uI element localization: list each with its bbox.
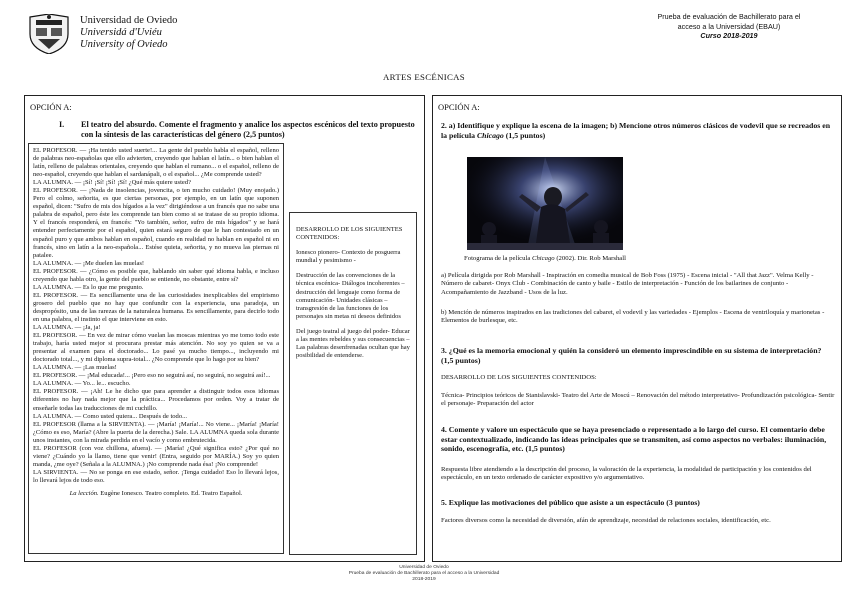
excerpt-line: EL PROFESOR. — En vez de mirar cómo vuelan las moscas mientras yo me tomo todo este trabajo, haría usted mejor si procurara prestar más atención. No soy yo quien se va a presentar al examen para el doctorado... Lo pasé ya mucho tiempo..., incluyendo mi doctorado total..., y mi diploma supra-total... ¿No comprende que lo hago por su bien?	[33, 332, 279, 364]
question-3: 3. ¿Qué es la memoria emocional y quién la consideró un elemento imprescindible en su sistema de interpretación? (1,5 puntos)	[441, 346, 822, 365]
excerpt-line: EL PROFESOR (con voz chillona, afuera). — ¡María! ¿Qué significa esto? ¿Por qué no viene? ¿Cuándo yo la llamo, tiene que venir! (Entra, seguido por MARÍA.) Soy yo quien manda, ¿me oye? (Señala a la ALUMNA.) ¡No comprende nada ésa! ¡No comprende!	[33, 444, 279, 468]
question-2-part2: (1,5 puntos)	[503, 130, 546, 140]
question-2-film: Chicago	[476, 130, 504, 140]
excerpt-line: LA SIRVIENTA. — No se ponga en ese estado, señor. ¡Tenga cuidado! Eso lo llevará lejos, lo llevará lejos de todo eso.	[33, 468, 279, 484]
caption-film: Chicago	[531, 255, 555, 262]
excerpt-credit	[33, 490, 279, 498]
university-name-en: University of Oviedo	[80, 39, 168, 50]
exam-title-line1: Prueba de evaluación de Bachillerato para el	[657, 12, 801, 21]
excerpt-line: LA ALUMNA. — Como usted quiera... Después de todo...	[33, 412, 188, 420]
document-title: ARTES ESCÉNICAS	[383, 72, 465, 82]
excerpt-line: LA ALUMNA. — Es lo que me pregunto.	[33, 283, 144, 291]
right-panel-option-a	[432, 95, 842, 562]
contents-item: Del juego teatral al juego del poder- Educar a las mentes rebeldes y sus consecuencias – Las palabras desenfrenadas ocultan que hay posibilidad de entenderse.	[296, 327, 410, 360]
excerpt-credit-title: La lección.	[69, 489, 99, 497]
answer-4: Respuesta libre atendiendo a la descripción del proceso, la valoración de la experiencia, la modalidad de participación y los contenidos del espectáculo, en un texto ordenado de carácter expositivo y/o argumentativo.	[441, 466, 812, 482]
excerpt-line: LA ALUMNA. — ¡Ja, ja!	[33, 324, 101, 332]
answer-5: Factores diversos como la necesidad de diversión, afán de aprendizaje, necesidad de relaciones sociales, identificación, etc.	[441, 517, 771, 524]
excerpt-credit-rest: Eugène Ionesco. Teatro completo. Ed. Teatro Español.	[98, 489, 243, 497]
question-1-number: I.	[59, 120, 65, 129]
exam-course: Curso 2018-2019	[700, 31, 758, 40]
question-1-text: El teatro del absurdo. Comente el fragmento y analice los aspectos escénicos del texto propuesto con la síntesis de las características del género (2,5 puntos)	[81, 120, 415, 139]
contents-item: Destrucción de las convenciones de la técnica escénica- Diálogos incoherentes – destrucción del lenguaje como forma de comunicación- Unidades clásicas – transgresión de las funciones de los personajes sin metas ni deseos definidos	[296, 272, 405, 320]
question-4: 4. Comente y valore un espectáculo que se haya presenciado o representado a lo largo del curso. El comentario debe estar contextualizado, indicando las ideas principales que se transmiten, así como aspectos no verbales: iluminación, sonido, escenografía, etc. (1,5 puntos)	[441, 425, 827, 454]
university-crest-icon	[26, 14, 72, 54]
play-excerpt-box	[28, 143, 284, 554]
excerpt-line: LA ALUMNA. — ¡Las muelas!	[33, 364, 117, 372]
excerpt-line: EL PROFESOR. — ¡Nada de insolencias, jovencita, o ten mucho cuidado! (Muy enojado.) Pero el colmo, señorita, es que ciertas personas, por ejemplo, en un latín que suponen español, dicen: "Sufro de mis dos hígados a la vez" dirigiéndose a un francés que no sabe una palabra de español, pero éste les comprende tan bien como si se tratase de su propio idioma. Y el francés responderá, en francés: "Yo también, señor, sufro de mis hígados" y se hará entender perfectamente por el español, quien estará seguro de que le han contestado en un español puro y que ambos hablan en español, cuando en realidad no hablan en español ni en francés, sino en latín a la neo-española... Estése quieta, señorita, y no mueva las piernas ni patalee.	[33, 187, 279, 259]
exam-header	[620, 12, 838, 41]
excerpt-line: EL PROFESOR. — ¡Ah! Le he dicho que para aprender a distinguir todos esos idiomas diferentes no hay nada mejor que la práctica... Procedamos por orden. Voy a tratar de enseñarle todas las traducciones de mi cuchillo.	[33, 388, 279, 412]
footer-line3: 2018-2019	[412, 577, 436, 583]
option-label-left: OPCIÓN A:	[30, 102, 72, 112]
excerpt-line: EL PROFESOR. — ¡Ha tenido usted suerte!... La gente del pueblo habla el español, relleno de palabras neo-españolas que ello advierten, creyendo que hablan el latín... o bien hablan el latín, relleno de palabras orientales, creyendo que hablan el rumano... o el español, relleno de neo-español, creyendo que hablan el sardanápali, o el español... ¿Me comprende usted?	[33, 147, 279, 179]
excerpt-line: LA ALUMNA. — Yo... le... escucho.	[33, 380, 131, 388]
excerpt-line: LA ALUMNA. — ¡Me duelen las muelas!	[33, 259, 145, 267]
excerpt-line: EL PROFESOR (llama a la SIRVIENTA). — ¡María! ¡María!... No viene... ¡María! ¡María! ¿Cómo es eso, María? (Abre la puerta de la derecha.) Sale. LA ALUMNA queda sola durante unos instantes, con la mirada perdida en el vacío y como embrutecida.	[33, 420, 279, 444]
university-name-es: Universidad de Oviedo	[80, 15, 178, 26]
university-names	[80, 15, 177, 51]
excerpt-line: LA ALUMNA. — ¡Sí! ¡Sí! ¡Sí! ¡Sí! ¿Qué más quiere usted?	[33, 179, 192, 187]
university-name-ast: Universidá d'Uviéu	[80, 27, 162, 38]
excerpt-line: EL PROFESOR. — Es sencillamente una de las curiosidades inexplicables del empirismo grosero del pueblo que no hay que confundir con la experiencia, una paradoja, un despropósito, una de las rarezas de la naturaleza humana. Es sencillamente, para decirlo todo en una palabra, el instinto el que interviene en esto.	[33, 291, 279, 323]
exam-title-line2: acceso a la Universidad (EBAU)	[677, 21, 781, 31]
question-2	[441, 121, 835, 140]
answer-3: Técnica- Principios teóricos de Stanislavski- Teatro del Arte de Moscú – Renovación del método interpretativo- Profundización psicológica- Sentir el personaje- Preparación del actor	[441, 392, 835, 408]
caption-part1: Fotograma de la película	[464, 255, 532, 262]
question-3-development-heading: DESARROLLO DE LOS SIGUIENTES CONTENIDOS:	[441, 374, 597, 381]
caption-part2: (2002). Dir. Rob Marshall	[554, 255, 626, 262]
question-5: 5. Explique las motivaciones del público que asiste a un espectáculo (3 puntos)	[441, 498, 700, 507]
excerpt-line: EL PROFESOR. — ¡Mal educada!... ¡Pero eso no seguirá así, no seguirá, no seguirá así!...	[33, 372, 271, 380]
option-label-right: OPCIÓN A:	[438, 102, 480, 112]
contents-heading: DESARROLLO DE LOS SIGUIENTES CONTENIDOS:	[296, 226, 403, 242]
answer-2a: a) Película dirigida por Rob Marshall - Inspiración en comedia musical de Bob Foss (1975) - Escena inicial - "All that Jazz". Velma Kelly - Número de cabaret- Onyx Club - Combinación de canto y baile - Estilo de interpretación - Función de los bailarines de conjunto - Acompañamiento de Jazzband - Usos de la luz.	[441, 272, 814, 296]
question-2-part1: 2. a) Identifique y explique la escena de la imagen; b) Mencione otros números clásicos de vodevil que se recreados en la película	[441, 121, 831, 140]
excerpt-line: EL PROFESOR. — ¿Cómo es posible que, hablando sin saber qué idioma habla, e incluso creyendo que habla otro, la gente del pueblo se entiende, no obstante, entre sí?	[33, 267, 279, 283]
footer-line1: Universidad de Oviedo	[399, 565, 449, 570]
film-still-graphic	[467, 157, 623, 250]
answer-2b: b) Mención de números inspirados en las tradiciones del cabaret, el vodevil y las variedades - Ejemplos - Escena de ventriloquía y marionetas - Elementos de burlesque, etc.	[441, 309, 825, 325]
contents-item: Ionesco pionero- Contexto de posguerra mundial y pesimismo -	[296, 249, 401, 265]
page-footer	[0, 565, 848, 584]
left-panel-option-a	[24, 95, 425, 562]
film-still-image	[467, 157, 623, 250]
footer-line2: Prueba de evaluación de Bachillerato para el acceso a la Universidad	[348, 571, 500, 577]
contents-box	[289, 212, 417, 555]
film-still-caption	[433, 255, 657, 262]
